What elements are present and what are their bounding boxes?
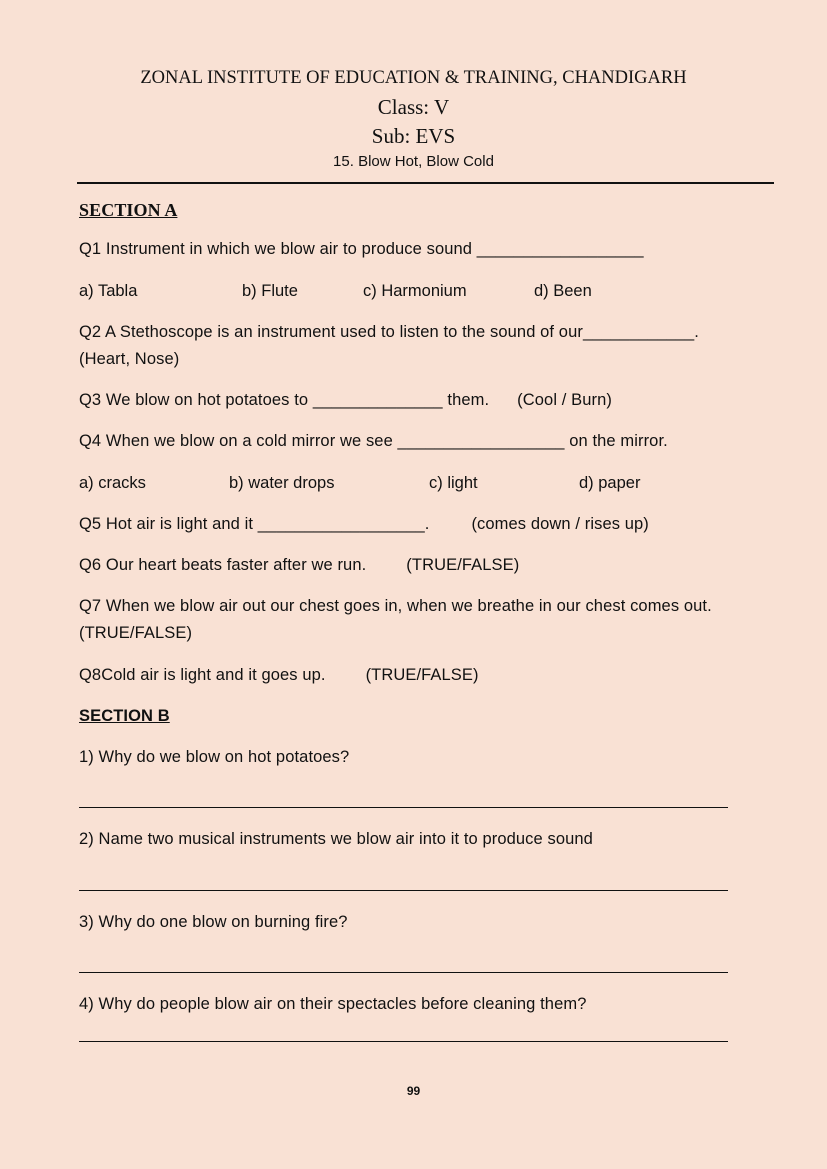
question-6: [79, 556, 519, 575]
section-b-question-3: 3) Why do one blow on burning fire?: [79, 913, 348, 931]
question-7-hint: (TRUE/FALSE): [79, 624, 193, 642]
q1-option-c: c) Harmonium: [363, 282, 467, 300]
question-3-text: Q3 We blow on hot potatoes to ______________ them.: [79, 391, 490, 409]
question-5: [79, 515, 649, 534]
page-number: 99: [406, 1084, 421, 1098]
section-b-title: SECTION B: [79, 707, 170, 725]
q4-option-a: a) cracks: [79, 474, 146, 492]
answer-line-3: [79, 972, 728, 973]
chapter-title: 15. Blow Hot, Blow Cold: [333, 153, 494, 170]
question-3-hint: (Cool / Burn): [517, 391, 613, 409]
question-7: Q7 When we blow air out our chest goes in, when we breathe in our chest comes out.: [79, 597, 712, 615]
question-2: Q2 A Stethoscope is an instrument used to listen to the sound of our____________.: [79, 323, 699, 341]
question-8: [79, 666, 479, 685]
q1-option-b: b) Flute: [242, 282, 298, 300]
question-2-hint: (Heart, Nose): [79, 350, 180, 368]
q1-option-d: d) Been: [534, 282, 592, 300]
section-b-question-1: 1) Why do we blow on hot potatoes?: [79, 748, 350, 766]
answer-line-4: [79, 1041, 728, 1042]
q4-option-c: c) light: [429, 474, 478, 492]
subject-label: Sub: EVS: [371, 124, 456, 148]
q4-option-b: b) water drops: [229, 474, 335, 492]
section-b-question-2: 2) Name two musical instruments we blow air into it to produce sound: [79, 830, 593, 848]
question-6-hint: (TRUE/FALSE): [406, 556, 520, 574]
class-label: Class: V: [377, 95, 450, 119]
question-1: Q1 Instrument in which we blow air to produce sound __________________: [79, 240, 644, 258]
header-divider: [77, 182, 774, 184]
q4-option-d: d) paper: [579, 474, 641, 492]
question-3: [79, 391, 612, 410]
answer-line-1: [79, 807, 728, 808]
question-5-text: Q5 Hot air is light and it __________________.: [79, 515, 430, 533]
question-8-text: Q8Cold air is light and it goes up.: [79, 666, 326, 684]
question-6-text: Q6 Our heart beats faster after we run.: [79, 556, 367, 574]
q1-option-a: a) Tabla: [79, 282, 138, 300]
question-4: Q4 When we blow on a cold mirror we see __________________ on the mirror.: [79, 432, 668, 450]
section-a-title: SECTION A: [79, 200, 178, 220]
section-b-question-4: 4) Why do people blow air on their spectacles before cleaning them?: [79, 995, 587, 1013]
question-8-hint: (TRUE/FALSE): [365, 666, 479, 684]
institute-name: ZONAL INSTITUTE OF EDUCATION & TRAINING, CHANDIGARH: [140, 68, 687, 88]
question-5-hint: (comes down / rises up): [471, 515, 649, 533]
answer-line-2: [79, 890, 728, 891]
